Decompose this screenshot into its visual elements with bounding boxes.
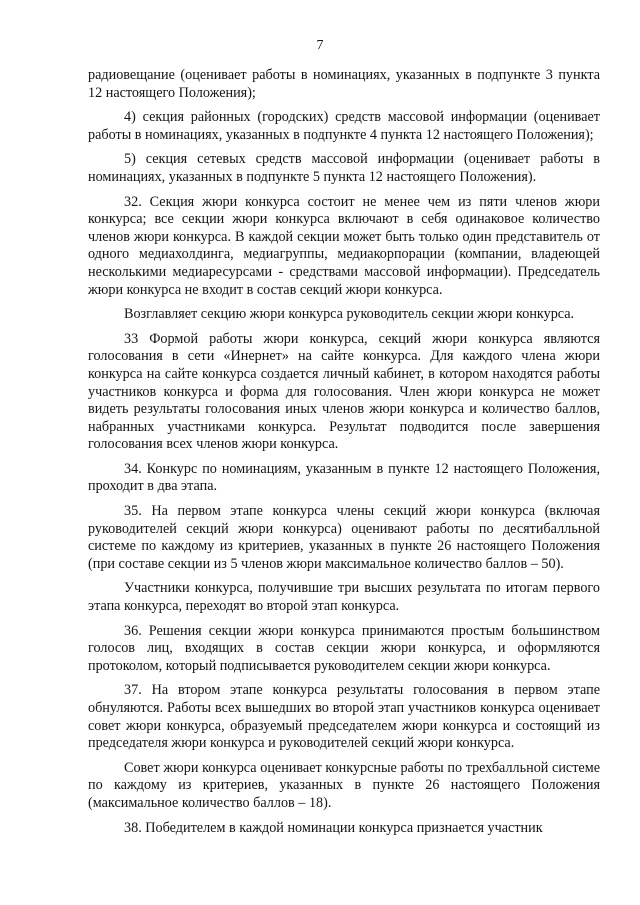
document-body [88, 67, 600, 844]
paragraph: 37. На втором этапе конкурса результаты голосования в первом этапе обнуляются. Работы всех вышедших во второй этап участников конкурса оценивает совет жюри конкурса, образуемый председателем жюри конкурса и состоящий из председателя жюри конкурса и руководителей секций жюри конкурса. [88, 682, 600, 752]
paragraph: радиовещание (оценивает работы в номинациях, указанных в подпункте 3 пункта 12 настоящего Положения); [88, 67, 600, 101]
paragraph: Участники конкурса, получившие три высших результата по итогам первого этапа конкурса, переходят во второй этап конкурса. [88, 580, 600, 615]
paragraph: 38. Победителем в каждой номинации конкурса признается участник [124, 819, 543, 836]
page-number: 7 [316, 38, 324, 53]
paragraph: 33 Формой работы жюри конкурса, секций жюри конкурса являются голосования в сети «Инернет» на сайте конкурса. Для каждого члена жюри конкурса на сайте конкурса создается личный кабинет, в котором находятся работы участников конкурса и форма для голосования. Член жюри конкурса не может видеть результаты голосования иных членов жюри конкурса и количество баллов, набранных участниками конкурса. Результат подводится после завершения голосования всех членов жюри конкурса. [88, 330, 600, 453]
paragraph: 35. На первом этапе конкурса члены секций жюри конкурса (включая руководителей секций жюри конкурса) оценивают работы по десятибалльной системе по каждому из критериев, указанных в пункте 26 настоящего Положения (при составе секции из 5 членов жюри максимальное количество баллов – 50). [88, 503, 600, 572]
paragraph: 4) секция районных (городских) средств массовой информации (оценивает работы в номинациях, указанных в подпункте 4 пункта 12 настоящего Положения); [88, 109, 600, 143]
paragraph: 32. Секция жюри конкурса состоит не менее чем из пяти членов жюри конкурса; все секции жюри конкурса включают в себя одинаковое количество членов жюри конкурса. В каждой секции может быть только один представитель от одного медиахолдинга, медиагруппы, медиакорпорации (компании, владеющей несколькими медиаресурсами - средствами массовой информации). Председатель жюри конкурса не входит в состав секций жюри конкурса. [88, 193, 600, 298]
paragraph: 34. Конкурс по номинациям, указанным в пункте 12 настоящего Положения, проходит в два этапа. [88, 460, 600, 495]
paragraph: Возглавляет секцию жюри конкурса руководитель секции жюри конкурса. [124, 306, 575, 323]
paragraph: Совет жюри конкурса оценивает конкурсные работы по трехбалльной системе по каждому из критериев, указанных в пункте 26 настоящего Положения (максимальное количество баллов – 18). [88, 759, 600, 811]
paragraph: 5) секция сетевых средств массовой информации (оценивает работы в номинациях, указанных в подпункте 5 пункта 12 настоящего Положения). [88, 151, 600, 185]
paragraph: 36. Решения секции жюри конкурса принимаются простым большинством голосов лиц, входящих в состав секции жюри конкурса, и оформляются протоколом, который подписывается руководителем секции жюри конкурса. [88, 622, 600, 674]
